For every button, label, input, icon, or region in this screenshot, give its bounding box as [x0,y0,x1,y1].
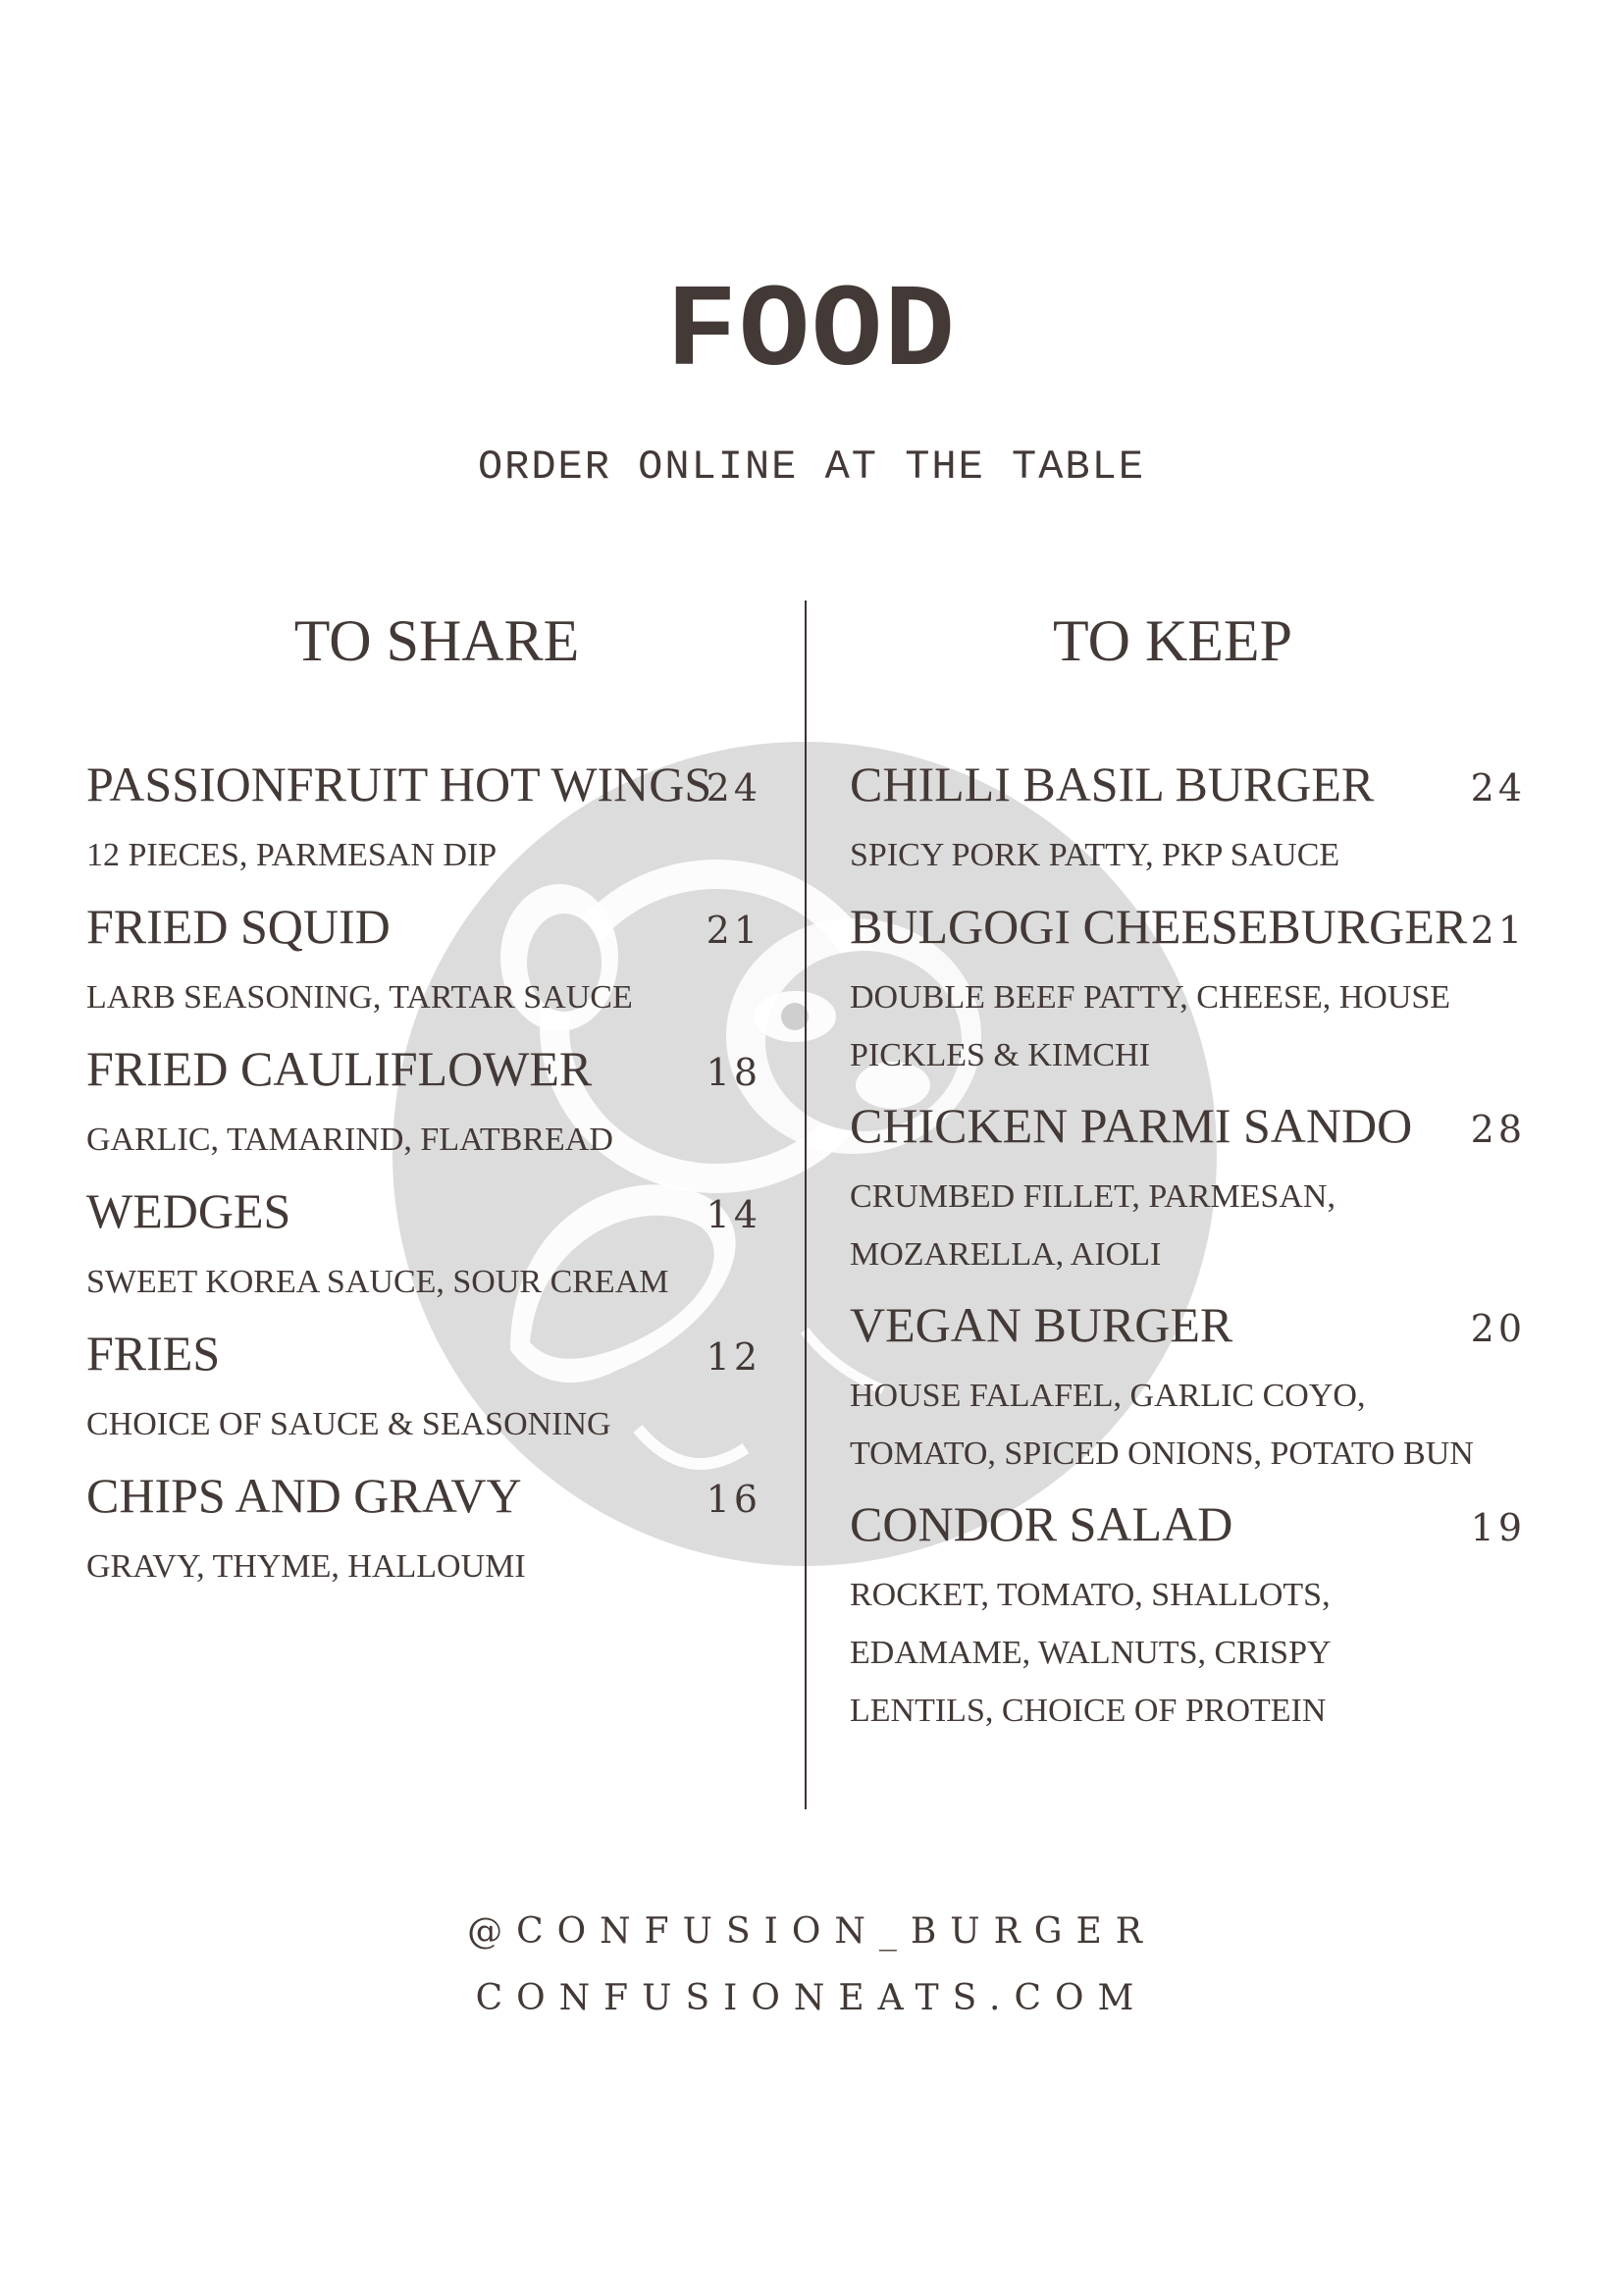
menu-item-description: ROCKET, TOMATO, SHALLOTS, EDAMAME, WALNUTS, CRISPY LENTILS, CHOICE OF PROTEIN [850,1577,1332,1729]
menu-item-name: FRIED CAULIFLOWER [86,1041,593,1096]
menu-item-description: CHOICE OF SAUCE & SEASONING [86,1406,611,1442]
menu-item-name: WEDGES [86,1183,291,1238]
menu-item-price: 21 [1470,909,1526,952]
menu-item-price: 28 [1470,1108,1526,1151]
menu-item-price: 12 [706,1335,761,1379]
menu-item-name: VEGAN BURGER [850,1297,1233,1352]
menu-item-name: PASSIONFRUIT HOT WINGS [86,757,712,811]
column-divider [805,600,807,1809]
page-subtitle: ORDER ONLINE AT THE TABLE [477,444,1146,491]
menu-item-description: HOUSE FALAFEL, GARLIC COYO, TOMATO, SPICED ONIONS, POTATO BUN [850,1378,1474,1472]
menu-item-description: GARLIC, TAMARIND, FLATBREAD [86,1122,613,1158]
menu-item-name: CHILLI BASIL BURGER [850,757,1375,811]
menu-item-description: GRAVY, THYME, HALLOUMI [86,1548,526,1585]
menu-item-price: 20 [1470,1307,1526,1350]
menu-item-name: FRIED SQUID [86,899,391,954]
menu-item-price: 24 [1470,766,1526,809]
menu-item-description: SPICY PORK PATTY, PKP SAUCE [850,837,1340,873]
menu-item-description: LARB SEASONING, TARTAR SAUCE [86,979,633,1016]
instagram-handle[interactable]: @CONFUSION_BURGER [467,1911,1156,1952]
website-link[interactable]: CONFUSIONEATS.COM [475,1978,1148,2018]
menu-item-price: 18 [706,1051,761,1094]
menu-item-name: CONDOR SALAD [850,1496,1233,1551]
section-heading-to-keep: TO KEEP [1053,608,1292,673]
menu-item-description: 12 PIECES, PARMESAN DIP [86,837,497,873]
menu-item-description: CRUMBED FILLET, PARMESAN, MOZARELLA, AIOLI [850,1178,1335,1273]
menu-item-name: CHIPS AND GRAVY [86,1468,522,1523]
menu-item-description: DOUBLE BEEF PATTY, CHEESE, HOUSE PICKLES & KIMCHI [850,979,1451,1073]
menu-item-price: 14 [706,1193,761,1236]
menu-item-price: 19 [1470,1506,1526,1549]
page-title: FOOD [665,267,958,400]
menu-item-price: 24 [706,766,761,809]
menu-item-name: CHICKEN PARMI SANDO [850,1098,1413,1153]
menu-item-description: SWEET KOREA SAUCE, SOUR CREAM [86,1264,669,1300]
menu-item-price: 16 [706,1478,761,1521]
menu-item-price: 21 [706,909,761,952]
menu-item-name: BULGOGI CHEESEBURGER [850,899,1468,954]
section-heading-to-share: TO SHARE [293,608,580,673]
menu-item-name: FRIES [86,1326,221,1381]
